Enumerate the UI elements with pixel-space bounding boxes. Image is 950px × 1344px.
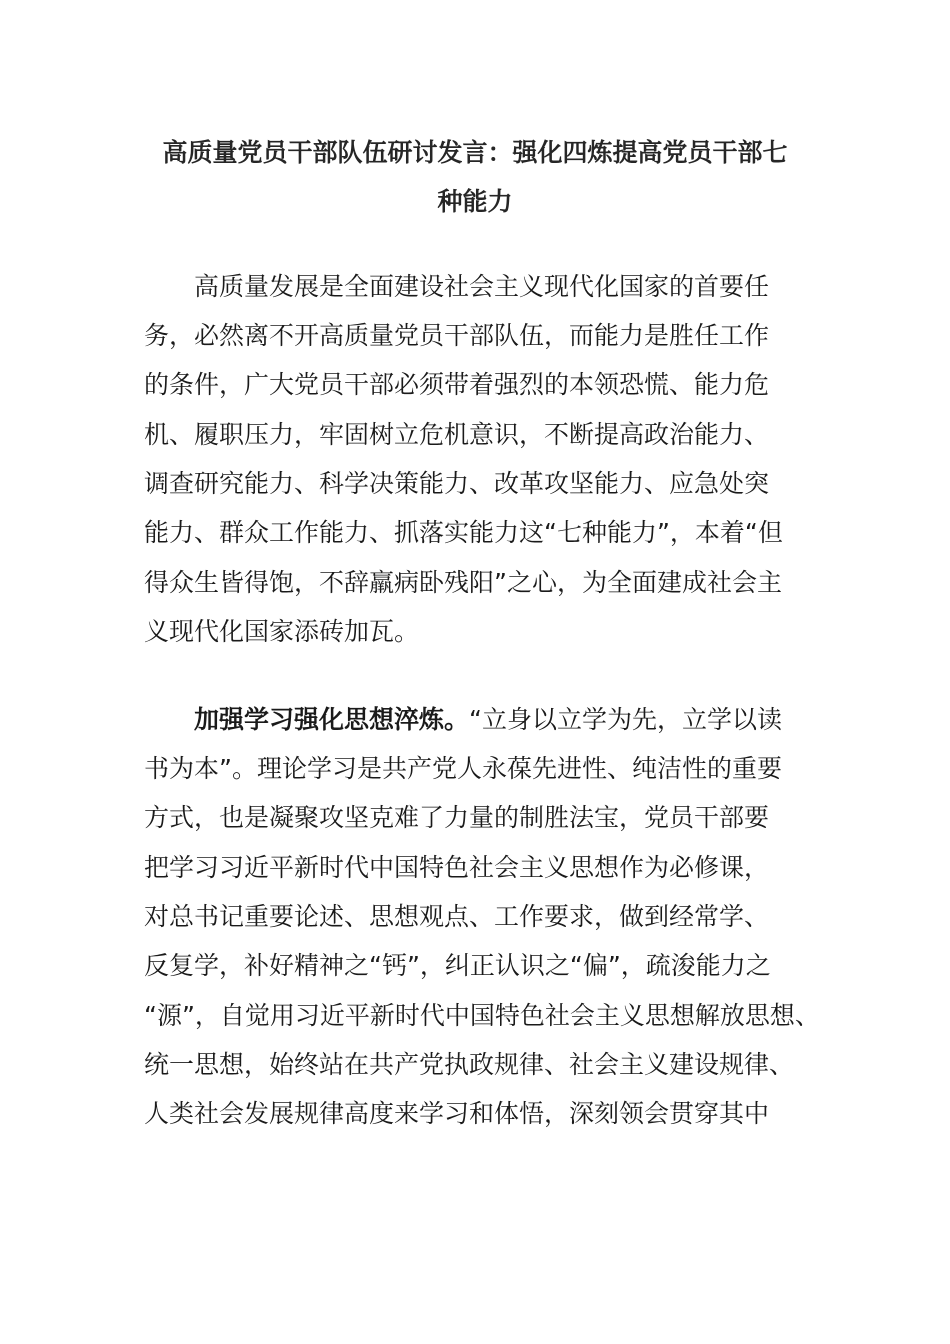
paragraph-first-line-text: “立身以立学为先，立学以读 xyxy=(469,705,782,734)
paragraph-line: 对总书记重要论述、思想观点、工作要求，做到经常学、 xyxy=(144,902,770,931)
paragraph-line: 得众生皆得饱，不辞羸病卧残阳”之心，为全面建成社会主 xyxy=(144,568,782,597)
paragraph-line: 把学习习近平新时代中国特色社会主义思想作为必修课， xyxy=(144,853,770,882)
paragraph-line: 能力、群众工作能力、抓落实能力这“七种能力”，本着“但 xyxy=(144,518,783,547)
paragraph-line: 高质量发展是全面建设社会主义现代化国家的首要任 xyxy=(194,272,770,301)
paragraph-line: 书为本”。理论学习是共产党人永葆先进性、纯洁性的重要 xyxy=(144,754,782,783)
document-title xyxy=(140,128,810,226)
paragraph-lead-heading: 加强学习强化思想淬炼。 xyxy=(194,705,470,734)
title-line-1: 高质量党员干部队伍研讨发言：强化四炼提高党员干部七 xyxy=(162,138,788,167)
title-line-2: 种能力 xyxy=(437,187,513,216)
paragraph-line: 统一思想，始终站在共产党执政规律、社会主义建设规律、 xyxy=(144,1050,795,1079)
paragraph-line: 调查研究能力、科学决策能力、改革攻坚能力、应急处突 xyxy=(144,469,770,498)
paragraph-line: 反复学，补好精神之“钙”，纠正认识之“偏”，疏浚能力之 xyxy=(144,951,771,980)
paragraph-line: “源”，自觉用习近平新时代中国特色社会主义思想解放思想、 xyxy=(144,1001,820,1030)
paragraph-line: 方式，也是凝聚攻坚克难了力量的制胜法宝，党员干部要 xyxy=(144,803,770,832)
paragraph-line: 义现代化国家添砖加瓦。 xyxy=(144,617,420,646)
paragraph-first-line xyxy=(194,703,782,737)
paragraph-line: 的条件，广大党员干部必须带着强烈的本领恐慌、能力危 xyxy=(144,370,770,399)
paragraph-line: 机、履职压力，牢固树立危机意识，不断提高政治能力、 xyxy=(144,420,770,449)
paragraph-line: 人类社会发展规律高度来学习和体悟，深刻领会贯穿其中 xyxy=(144,1099,770,1128)
paragraph-line: 务，必然离不开高质量党员干部队伍，而能力是胜任工作 xyxy=(144,321,770,350)
